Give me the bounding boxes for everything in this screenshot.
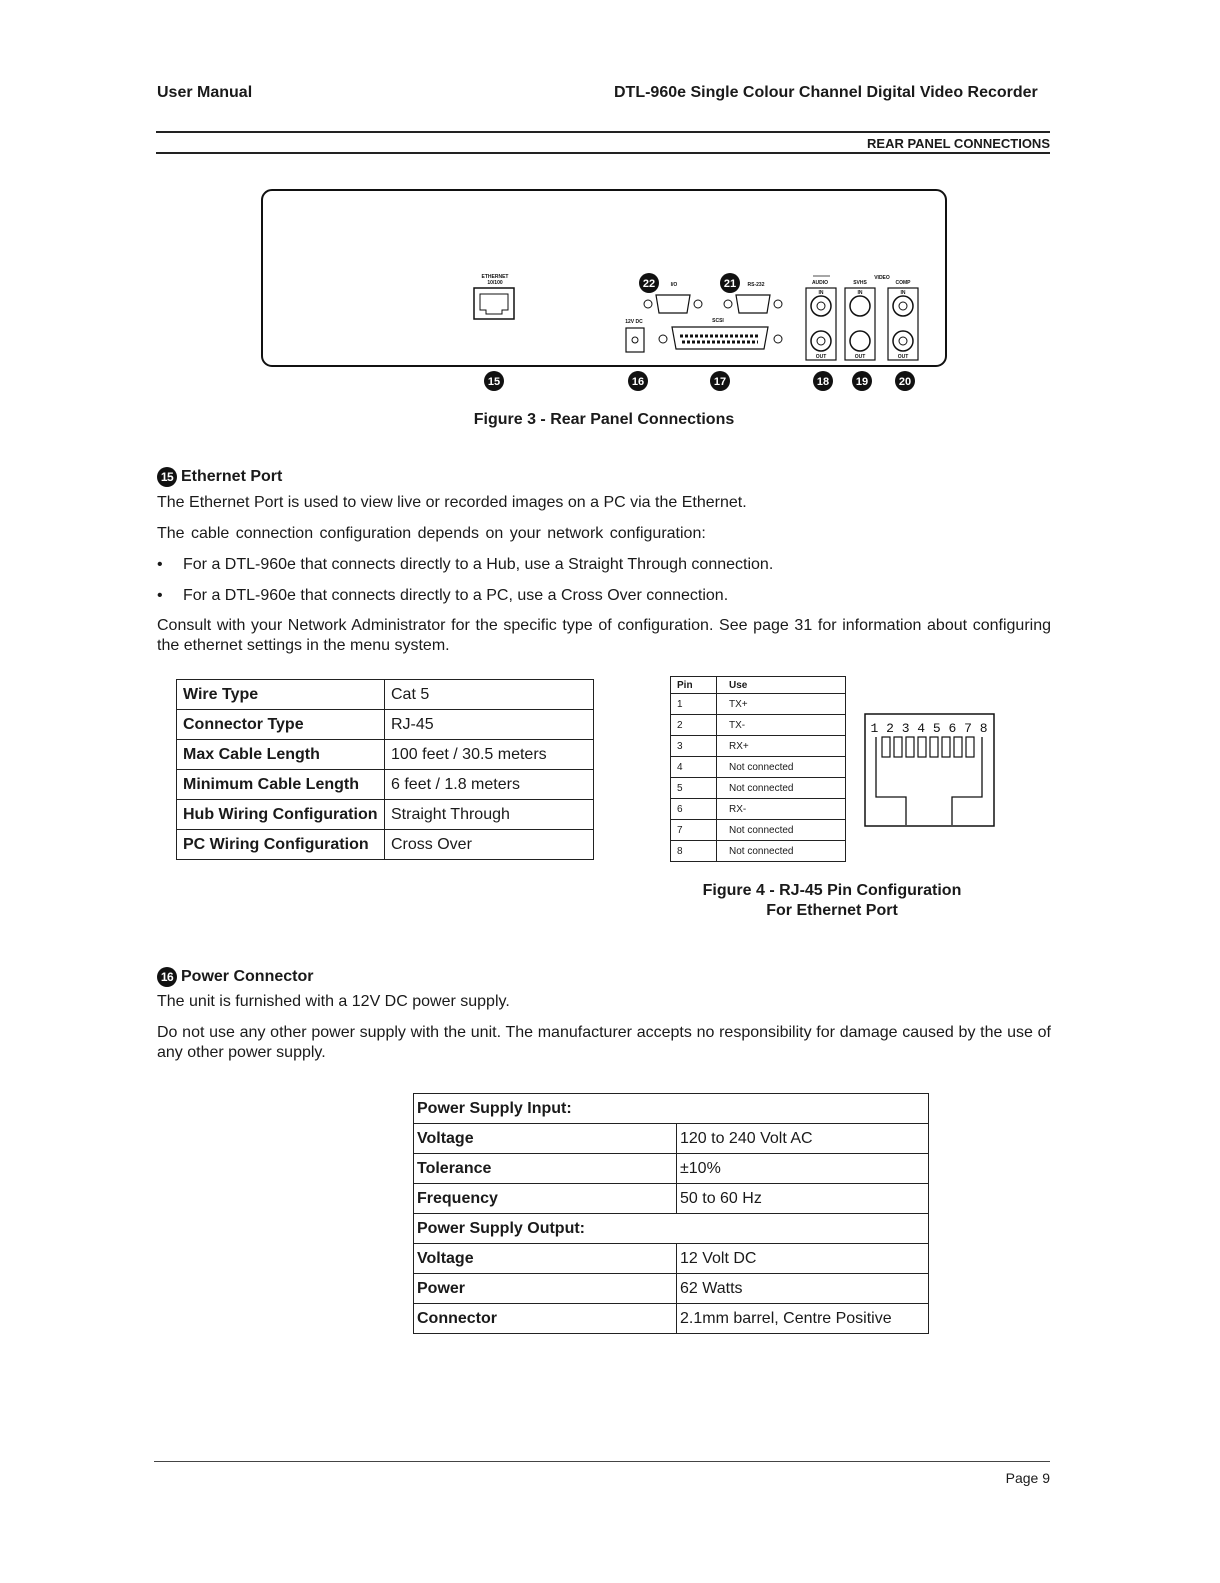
- ethernet-spec-table: [176, 679, 594, 860]
- label-audio-in: IN: [818, 290, 824, 296]
- callout-20: [895, 371, 915, 391]
- footer-rule: [154, 1461, 1050, 1462]
- ethernet-paragraph-2: The cable connection configuration depends on your network configuration:: [157, 525, 706, 542]
- power-heading: [157, 967, 313, 987]
- label-comp-out: OUT: [897, 354, 909, 360]
- label-ethernet: ETHERNET: [481, 274, 509, 280]
- table-row: 6 RX-: [671, 799, 846, 820]
- comp-connectors-icon: [888, 288, 918, 360]
- table-row: 5 Not connected: [671, 778, 846, 799]
- table-row: Voltage 12 Volt DC: [414, 1244, 929, 1274]
- svg-text:22: 22: [642, 278, 656, 290]
- svg-text:18: 18: [816, 376, 830, 388]
- label-svhs-in: IN: [857, 290, 863, 296]
- svhs-connectors-icon: [845, 288, 875, 360]
- svg-text:16: 16: [631, 376, 645, 388]
- table-row: PC Wiring Configuration Cross Over: [177, 830, 594, 860]
- label-svhs: SVHS: [853, 280, 867, 286]
- table-row: Connector 2.1mm barrel, Centre Positive: [414, 1304, 929, 1334]
- rj45-pin-table: [670, 676, 846, 862]
- callout-17: [710, 371, 730, 391]
- table-row: 1 TX+: [671, 694, 846, 715]
- ethernet-number-badge: 15: [157, 467, 177, 487]
- label-12vdc: 12V DC: [625, 319, 643, 325]
- ethernet-paragraph-3: Consult with your Network Administrator for the specific type of configuration. See page 31 for information about configuring the ethernet settings in the menu system.: [157, 617, 1051, 654]
- ethernet-paragraph-1: The Ethernet Port is used to view live or recorded images on a PC via the Ethernet.: [157, 494, 747, 511]
- scsi-port-icon: [659, 327, 782, 349]
- table-header-row: Pin Use: [671, 677, 846, 694]
- dc-jack-icon: [626, 328, 644, 352]
- table-row: Voltage 120 to 240 Volt AC: [414, 1124, 929, 1154]
- table-row: 4 Not connected: [671, 757, 846, 778]
- figure4-caption-line1: Figure 4 - RJ-45 Pin Configuration: [702, 882, 962, 899]
- callout-18: [813, 371, 833, 391]
- rs232-port-icon: [724, 295, 782, 313]
- power-number-badge: 16: [157, 967, 177, 987]
- svg-text:19: 19: [855, 376, 869, 388]
- table-row: Max Cable Length 100 feet / 30.5 meters: [177, 740, 594, 770]
- table-row: Wire Type Cat 5: [177, 680, 594, 710]
- audio-connectors-icon: [806, 288, 836, 360]
- table-row: Minimum Cable Length 6 feet / 1.8 meters: [177, 770, 594, 800]
- label-io: I/O: [670, 282, 678, 288]
- power-paragraph-2: Do not use any other power supply with the unit. The manufacturer accepts no responsibility for damage caused by the use of any other power supply.: [157, 1024, 1051, 1061]
- callout-22: [639, 273, 659, 293]
- header-left: User Manual: [157, 84, 253, 101]
- label-comp-in: IN: [900, 290, 906, 296]
- label-rs232: RS-232: [747, 282, 765, 288]
- header-rule-bottom: [156, 152, 1050, 154]
- label-svhs-out: OUT: [854, 354, 866, 360]
- ethernet-title: Ethernet Port: [181, 468, 283, 485]
- header-title: DTL-960e Single Colour Channel Digital Video Recorder: [614, 84, 1038, 101]
- power-spec-table: [413, 1093, 929, 1334]
- table-row: 2 TX-: [671, 715, 846, 736]
- ethernet-port-icon: [474, 288, 514, 319]
- power-paragraph-1: The unit is furnished with a 12V DC power supply.: [157, 993, 510, 1010]
- table-row: Connector Type RJ-45: [177, 710, 594, 740]
- power-title: Power Connector: [181, 968, 314, 985]
- label-audio: AUDIO: [811, 280, 829, 286]
- table-row: 8 Not connected: [671, 841, 846, 862]
- callout-19: [852, 371, 872, 391]
- table-row: Power Supply Input:: [414, 1094, 929, 1124]
- bullet-icon: •: [157, 556, 163, 573]
- svg-text:20: 20: [898, 376, 912, 388]
- svg-text:17: 17: [713, 376, 727, 388]
- table-row: Power 62 Watts: [414, 1274, 929, 1304]
- table-row: Tolerance ±10%: [414, 1154, 929, 1184]
- callout-15: [484, 371, 504, 391]
- label-video: VIDEO: [874, 275, 890, 281]
- section-label: REAR PANEL CONNECTIONS: [867, 136, 1050, 151]
- figure3-caption: Figure 3 - Rear Panel Connections: [473, 411, 735, 428]
- callout-21: [720, 273, 740, 293]
- table-row: Power Supply Output:: [414, 1214, 929, 1244]
- label-comp: COMP: [895, 280, 911, 286]
- rear-panel-diagram: [258, 186, 950, 398]
- bullet-icon: •: [157, 587, 163, 604]
- label-ethernet-speed: 10/100: [487, 280, 503, 286]
- callout-16: [628, 371, 648, 391]
- io-port-icon: [644, 295, 702, 313]
- page-number: Page 9: [1005, 1470, 1050, 1486]
- jack-pin-numbers: 1 2 3 4 5 6 7 8: [870, 721, 988, 736]
- svg-text:21: 21: [723, 278, 737, 290]
- header-rule-top: [156, 131, 1050, 133]
- label-scsi: SCSI: [712, 318, 724, 324]
- table-row: Frequency 50 to 60 Hz: [414, 1184, 929, 1214]
- svg-text:15: 15: [487, 376, 501, 388]
- label-audio-out: OUT: [815, 354, 827, 360]
- ethernet-heading: [157, 467, 282, 487]
- table-row: 3 RX+: [671, 736, 846, 757]
- rj45-jack-diagram: [864, 713, 996, 829]
- table-row: 7 Not connected: [671, 820, 846, 841]
- figure4-caption-line2: For Ethernet Port: [766, 902, 898, 919]
- table-row: Hub Wiring Configuration Straight Through: [177, 800, 594, 830]
- jack-contacts-icon: [882, 737, 974, 757]
